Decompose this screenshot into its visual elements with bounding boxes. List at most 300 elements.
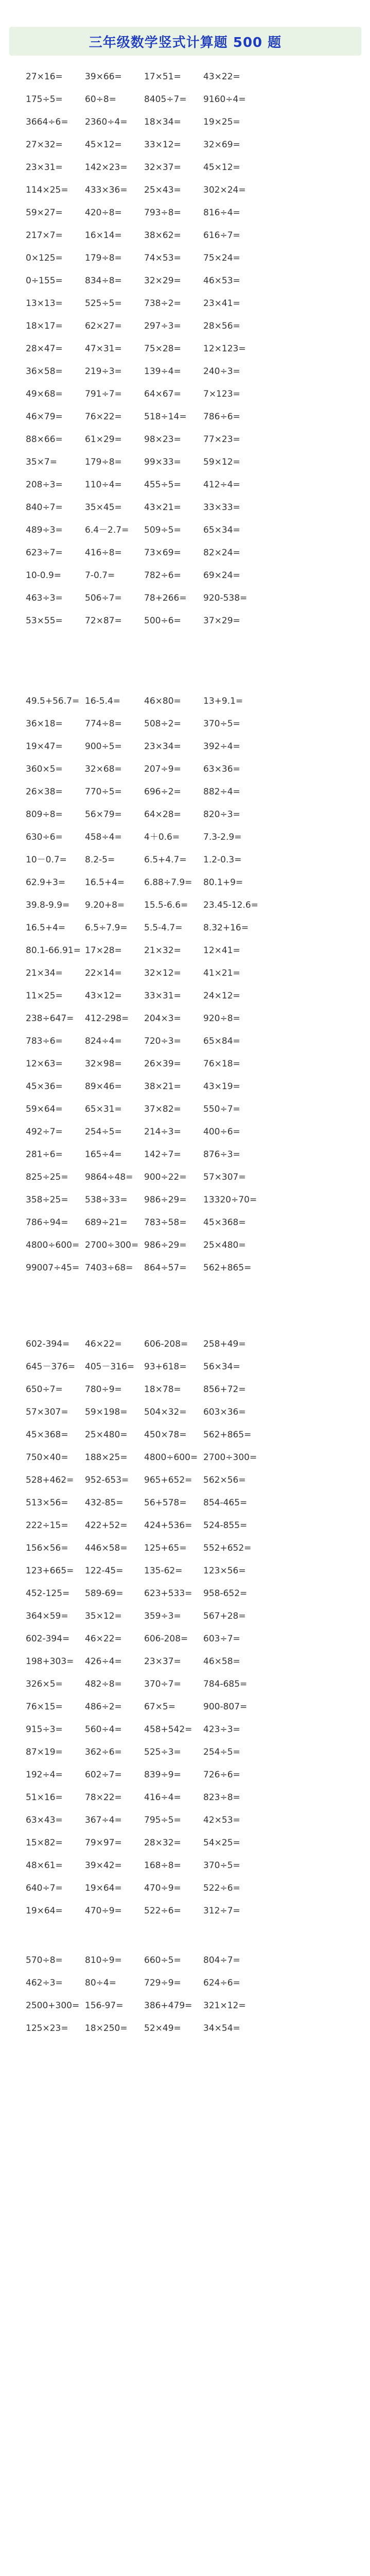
problem-item: 392÷4= — [203, 741, 240, 752]
problem-item: 426÷4= — [85, 1656, 122, 1667]
problem-row — [26, 1424, 355, 1447]
problem-row — [26, 1651, 355, 1673]
problem-row — [26, 1900, 355, 1923]
problem-item: 624÷6= — [203, 1978, 240, 1988]
problem-item: 528+462= — [26, 1475, 74, 1485]
problem-item: 726÷6= — [203, 1770, 240, 1780]
problem-row — [26, 225, 355, 247]
problem-row — [26, 1492, 355, 1515]
problem-item: 825÷25= — [26, 1172, 68, 1182]
problem-item: 142÷7= — [144, 1149, 181, 1160]
problem-row — [26, 315, 355, 338]
problem-row — [26, 451, 355, 474]
problem-item: 420÷8= — [85, 208, 122, 218]
problem-row — [26, 1008, 355, 1030]
problem-row — [26, 361, 355, 383]
problem-row — [26, 270, 355, 293]
problem-item: 525÷3= — [144, 1747, 181, 1757]
problem-item: 6.4－2.7= — [85, 525, 129, 535]
problem-item: 312÷7= — [203, 1906, 240, 1916]
problem-item: 13+9.1= — [203, 696, 243, 706]
problem-item: 63×43= — [26, 1815, 63, 1825]
problem-row — [26, 1628, 355, 1651]
problem-item: 32×12= — [144, 968, 181, 978]
problem-item: 462÷3= — [26, 1978, 63, 1988]
problem-row — [26, 1855, 355, 1877]
problem-row — [26, 610, 355, 633]
problem-item: 900÷5= — [85, 741, 122, 752]
problem-item: 455÷5= — [144, 480, 181, 490]
problem-item: 550÷7= — [203, 1104, 240, 1114]
problem-item: 63×36= — [203, 764, 240, 774]
problem-item: 489÷3= — [26, 525, 63, 535]
problem-item: 809÷8= — [26, 809, 63, 820]
problem-item: 98×23= — [144, 434, 181, 445]
problem-item: 78+266= — [144, 593, 187, 603]
problem-row — [26, 134, 355, 157]
problem-item: 46×53= — [203, 276, 240, 286]
problem-item: 23×31= — [26, 162, 63, 173]
problem-item: 82×24= — [203, 548, 240, 558]
problem-item: 538÷33= — [85, 1195, 128, 1205]
problem-row — [26, 1877, 355, 1900]
problem-item: 606-208= — [144, 1339, 188, 1349]
problem-row — [26, 1560, 355, 1583]
problem-item: 125×23= — [26, 2023, 68, 2033]
problem-item: 640÷7= — [26, 1883, 63, 1893]
problem-item: 10-0.9= — [26, 570, 62, 581]
problem-item: 28×32= — [144, 1838, 181, 1848]
problem-item: 43×12= — [85, 991, 122, 1001]
problem-item: 452-125= — [26, 1588, 70, 1599]
problem-item: 51×16= — [26, 1792, 63, 1803]
problem-item: 793÷8= — [144, 208, 181, 218]
problem-item: 696÷2= — [144, 787, 181, 797]
problem-item: 75×24= — [203, 253, 240, 263]
problem-item: 39×66= — [85, 72, 122, 82]
problem-item: 43×19= — [203, 1081, 240, 1092]
problem-row — [26, 202, 355, 225]
problem-row — [26, 1333, 355, 1356]
problem-row — [26, 872, 355, 894]
problem-item: 321×12= — [203, 2001, 246, 2011]
problem-item: 34×54= — [203, 2023, 240, 2033]
problem-item: 400÷6= — [203, 1127, 240, 1137]
problem-item: 0÷155= — [26, 276, 63, 286]
problem-item: 56+578= — [144, 1498, 187, 1508]
problem-item: 80÷4= — [85, 1978, 116, 1988]
problem-item: 500÷6= — [144, 616, 181, 626]
problem-item: 458÷4= — [85, 832, 122, 842]
problem-row — [26, 962, 355, 985]
problem-item: 123+665= — [26, 1566, 74, 1576]
problem-item: 18×78= — [144, 1384, 181, 1395]
problem-item: 18×250= — [85, 2023, 128, 2033]
problem-row — [26, 1212, 355, 1234]
problem-item: 482÷8= — [85, 1679, 122, 1689]
problem-item: 525÷5= — [85, 298, 122, 309]
problem-item: 509÷5= — [144, 525, 181, 535]
problem-item: 208÷3= — [26, 480, 63, 490]
problem-item: 46×22= — [85, 1634, 122, 1644]
problem-item: 738÷2= — [144, 298, 181, 309]
problem-item: 780÷9= — [85, 1384, 122, 1395]
problem-item: 552+652= — [203, 1543, 252, 1553]
problem-item: 364×59= — [26, 1611, 68, 1621]
problem-item: 59×198= — [85, 1407, 128, 1417]
problem-row — [26, 1447, 355, 1469]
problem-item: 12×63= — [26, 1059, 63, 1069]
problem-row — [26, 758, 355, 781]
problem-item: 16.5+4= — [26, 923, 66, 933]
problem-item: 5.5-4.7= — [144, 923, 183, 933]
problem-item: 57×307= — [26, 1407, 68, 1417]
problem-item: 603÷7= — [203, 1634, 240, 1644]
problem-item: 54×25= — [203, 1838, 240, 1848]
problem-item: 823÷8= — [203, 1792, 240, 1803]
problem-item: 59×64= — [26, 1104, 63, 1114]
problem-row — [26, 1583, 355, 1605]
problem-item: 810÷9= — [85, 1955, 122, 1965]
problem-item: 48×61= — [26, 1860, 63, 1871]
problem-item: 38×62= — [144, 230, 181, 241]
problem-item: 39×42= — [85, 1860, 122, 1871]
problem-item: 840÷7= — [26, 502, 63, 513]
problem-item: 45×12= — [85, 140, 122, 150]
problem-item: 463÷3= — [26, 593, 63, 603]
problem-item: 562+865= — [203, 1263, 252, 1273]
problem-item: 13320÷70= — [203, 1195, 257, 1205]
problem-item: 23×37= — [144, 1656, 181, 1667]
problem-item: 7403÷68= — [85, 1263, 133, 1273]
problem-item: 405－316= — [85, 1362, 135, 1372]
problem-item: 47×31= — [85, 344, 122, 354]
problem-item: 222÷15= — [26, 1520, 68, 1531]
problem-item: 17×28= — [85, 945, 122, 956]
problem-item: 432-85= — [85, 1498, 124, 1508]
problem-row — [26, 1166, 355, 1189]
problem-item: 35×7= — [26, 457, 57, 467]
problem-item: 24×12= — [203, 991, 240, 1001]
problem-item: 16.5+4= — [85, 877, 125, 888]
problem-row — [26, 894, 355, 917]
problem-item: 25×43= — [144, 185, 181, 195]
problem-item: 416÷8= — [85, 548, 122, 558]
problem-item: 33×31= — [144, 991, 181, 1001]
problem-item: 15.5-6.6= — [144, 900, 188, 910]
problem-item: 80.1+9= — [203, 877, 243, 888]
problem-item: 729÷9= — [144, 1978, 181, 1988]
problem-item: 56×79= — [85, 809, 122, 820]
problem-item: 470÷9= — [144, 1883, 181, 1893]
problem-item: 920÷8= — [203, 1013, 240, 1024]
problem-item: 522÷6= — [144, 1906, 181, 1916]
problem-row — [26, 1696, 355, 1719]
problem-item: 4800÷600= — [26, 1240, 80, 1250]
problem-item: 33×33= — [203, 502, 240, 513]
problem-item: 2360÷4= — [85, 117, 128, 127]
problem-row — [26, 940, 355, 962]
problem-item: 219÷3= — [85, 366, 122, 377]
problem-item: 53×55= — [26, 616, 63, 626]
problem-item: 8.32+16= — [203, 923, 249, 933]
problem-row — [26, 2018, 355, 2040]
problem-item: 26×38= — [26, 787, 63, 797]
problem-row — [26, 338, 355, 361]
problem-item: 38×21= — [144, 1081, 181, 1092]
problem-item: 603×36= — [203, 1407, 246, 1417]
problem-item: 35×45= — [85, 502, 122, 513]
problem-row — [26, 713, 355, 736]
problem-item: 32×68= — [85, 764, 122, 774]
problem-item: 10－0.7= — [26, 855, 67, 865]
problem-item: 623+533= — [144, 1588, 192, 1599]
problem-item: 179÷8= — [85, 457, 122, 467]
problem-item: 524-855= — [203, 1520, 248, 1531]
problem-item: 920-538= — [203, 593, 248, 603]
problem-item: 204×3= — [144, 1013, 181, 1024]
problem-item: 45×368= — [203, 1217, 246, 1228]
problem-row — [26, 1809, 355, 1832]
problem-item: 139÷4= — [144, 366, 181, 377]
problem-item: 123×56= — [203, 1566, 246, 1576]
problem-item: 508÷2= — [144, 719, 181, 729]
problem-item: 37×29= — [203, 616, 240, 626]
problem-row — [26, 1741, 355, 1764]
problem-section-3 — [26, 1333, 355, 1923]
problem-item: 60÷8= — [85, 94, 116, 105]
problem-item: 217×7= — [26, 230, 63, 241]
problem-item: 2700÷300= — [203, 1452, 257, 1463]
problem-item: 783÷58= — [144, 1217, 187, 1228]
problem-item: 254÷5= — [203, 1747, 240, 1757]
problem-item: 422+52= — [85, 1520, 128, 1531]
problem-item: 27×16= — [26, 72, 63, 82]
problem-item: 23.45-12.6= — [203, 900, 258, 910]
problem-item: 89×46= — [85, 1081, 122, 1092]
problem-item: 214÷3= — [144, 1127, 181, 1137]
problem-item: 45×368= — [26, 1430, 68, 1440]
problem-item: 165÷4= — [85, 1149, 122, 1160]
problem-item: 570÷8= — [26, 1955, 63, 1965]
problem-row — [26, 804, 355, 826]
problem-item: 192÷4= — [26, 1770, 63, 1780]
problem-row — [26, 406, 355, 429]
problem-item: 25×480= — [85, 1430, 128, 1440]
problem-item: 64×67= — [144, 389, 181, 399]
problem-item: 32×37= — [144, 162, 181, 173]
problem-item: 73×69= — [144, 548, 181, 558]
problem-item: 602÷7= — [85, 1770, 122, 1780]
problem-item: 46×58= — [203, 1656, 240, 1667]
problem-row — [26, 1401, 355, 1424]
problem-item: 795÷5= — [144, 1815, 181, 1825]
problem-row — [26, 917, 355, 940]
problem-item: 839÷9= — [144, 1770, 181, 1780]
title-bar — [9, 27, 361, 56]
problem-row — [26, 542, 355, 565]
problem-row — [26, 247, 355, 270]
problem-item: 168÷8= — [144, 1860, 181, 1871]
problem-item: 750×40= — [26, 1452, 68, 1463]
problem-row — [26, 1144, 355, 1166]
problem-item: 79×97= — [85, 1838, 122, 1848]
problem-item: 560÷4= — [85, 1724, 122, 1735]
problem-item: 450×78= — [144, 1430, 187, 1440]
problem-item: 36×58= — [26, 366, 63, 377]
problem-item: 630÷6= — [26, 832, 63, 842]
problem-row — [26, 1832, 355, 1855]
problem-item: 446×58= — [85, 1543, 128, 1553]
problem-item: 326×5= — [26, 1679, 63, 1689]
problem-item: 21×34= — [26, 968, 63, 978]
problem-item: 15×82= — [26, 1838, 63, 1848]
problem-item: 2700÷300= — [85, 1240, 139, 1250]
problem-item: 423÷3= — [203, 1724, 240, 1735]
problem-item: 470÷9= — [85, 1906, 122, 1916]
problem-item: 900÷22= — [144, 1172, 187, 1182]
problem-item: 175÷5= — [26, 94, 63, 105]
problem-item: 370÷5= — [203, 1860, 240, 1871]
problem-item: 522÷6= — [203, 1883, 240, 1893]
problem-row — [26, 1719, 355, 1741]
problem-row — [26, 1673, 355, 1696]
problem-row — [26, 690, 355, 713]
problem-row — [26, 849, 355, 872]
problem-row — [26, 1972, 355, 1995]
problem-row — [26, 587, 355, 610]
problem-item: 854-465= — [203, 1498, 248, 1508]
problem-row — [26, 89, 355, 111]
problem-item: 281÷6= — [26, 1149, 63, 1160]
problem-item: 76×15= — [26, 1702, 63, 1712]
problem-item: 156×56= — [26, 1543, 68, 1553]
problem-row — [26, 1234, 355, 1257]
problem-item: 876÷3= — [203, 1149, 240, 1160]
problem-row — [26, 1030, 355, 1053]
problem-item: 720÷3= — [144, 1036, 181, 1046]
problem-item: 156-97= — [85, 2001, 124, 2011]
problem-item: 258+49= — [203, 1339, 246, 1349]
problem-item: 45×36= — [26, 1081, 63, 1092]
problem-item: 77×23= — [203, 434, 240, 445]
problem-row — [26, 474, 355, 497]
problem-item: 49.5+56.7= — [26, 696, 80, 706]
problem-item: 65×34= — [203, 525, 240, 535]
problem-item: 110÷4= — [85, 480, 122, 490]
problem-item: 9864÷48= — [85, 1172, 133, 1182]
problem-item: 64×28= — [144, 809, 181, 820]
problem-item: 32×29= — [144, 276, 181, 286]
problem-item: 32×98= — [85, 1059, 122, 1069]
problem-item: 22×14= — [85, 968, 122, 978]
problem-item: 358÷25= — [26, 1195, 68, 1205]
problem-item: 43×21= — [144, 502, 181, 513]
problem-item: 367÷4= — [85, 1815, 122, 1825]
problem-item: 65×84= — [203, 1036, 240, 1046]
problem-item: 834÷8= — [85, 276, 122, 286]
problem-item: 302×24= — [203, 185, 246, 195]
problem-item: 9.20+8= — [85, 900, 125, 910]
problem-section-4 — [26, 1950, 355, 2040]
problem-item: 8.2-5= — [85, 855, 115, 865]
problem-item: 35×12= — [85, 1611, 122, 1621]
problem-item: 386+479= — [144, 2001, 192, 2011]
problem-item: 99007÷45= — [26, 1263, 80, 1273]
problem-item: 786÷6= — [203, 412, 240, 422]
problem-item: 69×24= — [203, 570, 240, 581]
problem-row — [26, 1098, 355, 1121]
problem-item: 74×53= — [144, 253, 181, 263]
problem-item: 504×32= — [144, 1407, 187, 1417]
problem-item: 19×64= — [85, 1883, 122, 1893]
problem-item: 42×53= — [203, 1815, 240, 1825]
problem-item: 567+28= — [203, 1611, 246, 1621]
problem-item: 8405÷7= — [144, 94, 187, 105]
problem-item: 952-653= — [85, 1475, 129, 1485]
problem-item: 18×17= — [26, 321, 63, 331]
problem-item: 23×34= — [144, 741, 181, 752]
problem-item: 958-652= — [203, 1588, 248, 1599]
problem-item: 207÷9= — [144, 764, 181, 774]
problem-item: 791÷7= — [85, 389, 122, 399]
problem-item: 774÷8= — [85, 719, 122, 729]
problem-item: 9160÷4= — [203, 94, 246, 105]
problem-item: 416÷4= — [144, 1792, 181, 1803]
problem-item: 13×13= — [26, 298, 63, 309]
problem-item: 62.9+3= — [26, 877, 66, 888]
problem-row — [26, 985, 355, 1008]
problem-row — [26, 1121, 355, 1144]
problem-item: 75×28= — [144, 344, 181, 354]
problem-item: 362÷6= — [85, 1747, 122, 1757]
problem-item: 19×47= — [26, 741, 63, 752]
problem-item: 18×34= — [144, 117, 181, 127]
page-title: 三年级数学竖式计算题 500 题 — [89, 35, 282, 50]
problem-item: 37×82= — [144, 1104, 181, 1114]
problem-item: 87×19= — [26, 1747, 63, 1757]
problem-item: 80.1-66.91= — [26, 945, 81, 956]
problem-item: 26×39= — [144, 1059, 181, 1069]
problem-row — [26, 1787, 355, 1809]
problem-item: 46×22= — [85, 1339, 122, 1349]
problem-item: 240÷3= — [203, 366, 240, 377]
problem-row — [26, 66, 355, 89]
problem-item: 4800÷600= — [144, 1452, 198, 1463]
problem-item: 616÷7= — [203, 230, 240, 241]
problem-item: 650÷7= — [26, 1384, 63, 1395]
problem-item: 65×31= — [85, 1104, 122, 1114]
problem-item: 606-208= — [144, 1634, 188, 1644]
problem-row — [26, 1257, 355, 1280]
problem-item: 41×21= — [203, 968, 240, 978]
problem-item: 824÷4= — [85, 1036, 122, 1046]
problem-item: 458+542= — [144, 1724, 192, 1735]
problem-item: 27×32= — [26, 140, 63, 150]
problem-item: 412÷4= — [203, 480, 240, 490]
problem-item: 122-45= — [85, 1566, 124, 1576]
problem-item: 816÷4= — [203, 208, 240, 218]
problem-item: 486÷2= — [85, 1702, 122, 1712]
problem-item: 424+536= — [144, 1520, 192, 1531]
problem-row — [26, 1764, 355, 1787]
problem-item: 16-5.4= — [85, 696, 121, 706]
problem-item: 623÷7= — [26, 548, 63, 558]
problem-item: 19×25= — [203, 117, 240, 127]
problem-item: 198+303= — [26, 1656, 74, 1667]
problem-section-1 — [26, 66, 355, 633]
problem-item: 660÷5= — [144, 1955, 181, 1965]
